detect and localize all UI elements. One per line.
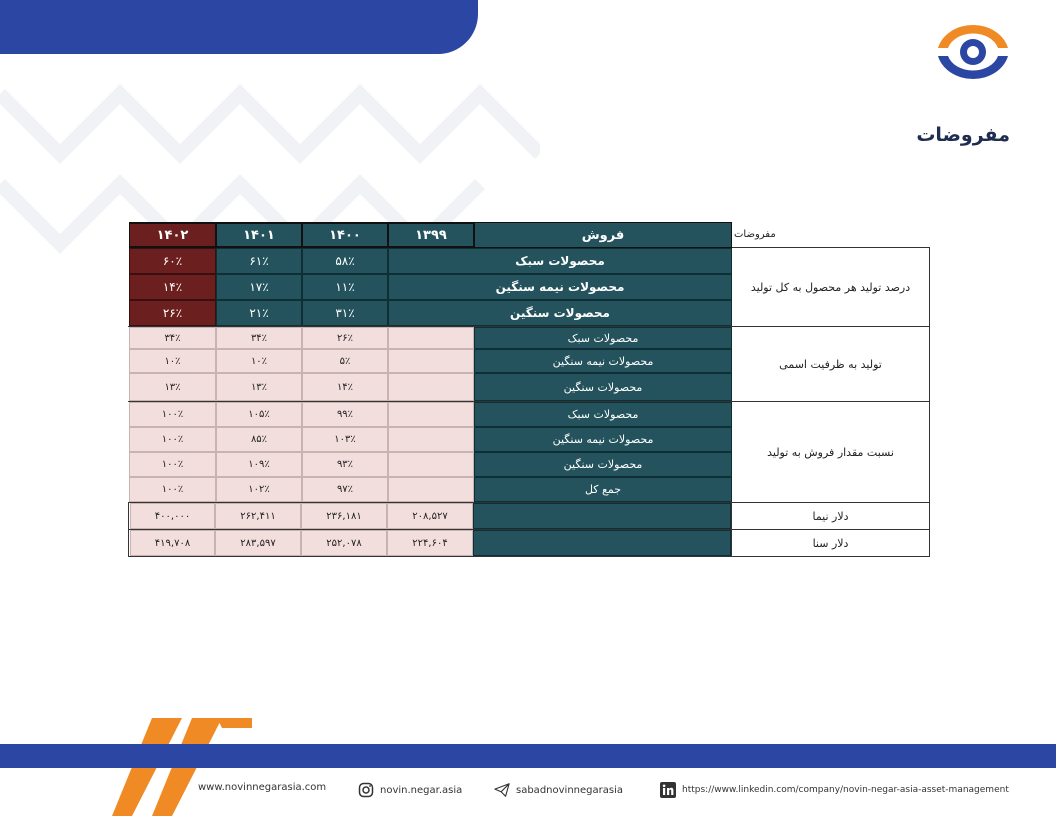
table-row — [128, 477, 732, 502]
cell-1400: ۲۳۶,۱۸۱ — [301, 503, 387, 529]
row-name: جمع کل — [474, 477, 732, 502]
row-name: محصولات نیمه سنگین — [474, 349, 732, 373]
instagram-icon — [358, 782, 374, 798]
table-row-nima-dollar — [128, 503, 930, 530]
corner-label: مفروضات — [732, 222, 930, 248]
row-name-empty — [473, 503, 731, 529]
company-logo — [928, 14, 1018, 90]
assumptions-table — [128, 222, 930, 557]
cell-1402: ۴۰۰,۰۰۰ — [130, 503, 215, 529]
cell-1402: ۴۱۹,۷۰۸ — [130, 530, 215, 556]
cell-1399 — [388, 452, 474, 477]
telegram-icon — [494, 782, 510, 798]
cell-1402: ۲۶٪ — [129, 300, 216, 326]
table-row — [128, 427, 732, 452]
row-name: محصولات سنگین — [474, 452, 732, 477]
table-row — [128, 349, 732, 373]
group-production-share — [128, 248, 930, 327]
group-label: نسبت مقدار فروش به تولید — [732, 402, 930, 502]
cell-1402: ۱۴٪ — [129, 274, 216, 300]
cell-1401: ۲۱٪ — [216, 300, 302, 326]
row-name: محصولات سنگین — [388, 300, 732, 326]
cell-1399: ۲۰۸,۵۲۷ — [387, 503, 473, 529]
cell-1402: ۳۴٪ — [129, 327, 216, 349]
table-row — [128, 274, 732, 300]
table-row — [128, 452, 732, 477]
instagram-handle[interactable]: novin.negar.asia — [380, 784, 463, 796]
table-row — [128, 300, 732, 326]
cell-1400: ۱۴٪ — [302, 373, 388, 401]
linkedin-url[interactable]: https://www.linkedin.com/company/novin-negar-asia-asset-management — [682, 785, 1009, 795]
cell-1402: ۱۰۰٪ — [129, 452, 216, 477]
group-capacity-utilization — [128, 327, 930, 402]
table-header-row — [128, 222, 930, 248]
cell-1399 — [388, 327, 474, 349]
header-sales: فروش — [474, 222, 732, 248]
table-row — [128, 373, 732, 401]
cell-1400: ۹۹٪ — [302, 402, 388, 427]
header-year-1399: ۱۳۹۹ — [388, 222, 474, 248]
cell-1399 — [388, 349, 474, 373]
cell-1399 — [388, 373, 474, 401]
linkedin-icon — [660, 782, 676, 798]
group-sales-to-production — [128, 402, 930, 503]
cell-1402: ۱۰۰٪ — [129, 477, 216, 502]
row-name: محصولات سبک — [388, 248, 732, 274]
header-year-1400: ۱۴۰۰ — [302, 222, 388, 248]
header-year-1402: ۱۴۰۲ — [129, 222, 216, 248]
group-label: تولید به ظرفیت اسمی — [732, 327, 930, 401]
row-label: دلار نیما — [731, 503, 929, 529]
cell-1401: ۱۰٪ — [216, 349, 302, 373]
cell-1399: ۲۲۴,۶۰۴ — [387, 530, 473, 556]
cell-1401: ۲۸۳,۵۹۷ — [215, 530, 301, 556]
cell-1401: ۱۷٪ — [216, 274, 302, 300]
cell-1400: ۹۷٪ — [302, 477, 388, 502]
cell-1400: ۳۱٪ — [302, 300, 388, 326]
website-link[interactable]: www.novinnegarasia.com — [198, 782, 327, 793]
cell-1400: ۹۳٪ — [302, 452, 388, 477]
row-name: محصولات نیمه سنگین — [474, 427, 732, 452]
table-row-sana-dollar — [128, 530, 930, 557]
row-name-empty — [473, 530, 731, 556]
row-label: دلار سنا — [731, 530, 929, 556]
footer-linkedin[interactable] — [660, 782, 1009, 798]
cell-1402: ۱۳٪ — [129, 373, 216, 401]
footer-website[interactable] — [198, 782, 326, 793]
cell-1401: ۱۳٪ — [216, 373, 302, 401]
cell-1402: ۱۰۰٪ — [129, 402, 216, 427]
cell-1400: ۱۱٪ — [302, 274, 388, 300]
telegram-handle[interactable]: sabadnovinnegarasia — [516, 784, 623, 796]
row-name: محصولات سبک — [474, 402, 732, 427]
cell-1399 — [388, 427, 474, 452]
cell-1402: ۱۰۰٪ — [129, 427, 216, 452]
cell-1401: ۱۰۲٪ — [216, 477, 302, 502]
footer-bar — [0, 744, 1056, 768]
cell-1399 — [388, 402, 474, 427]
table-row — [128, 327, 732, 349]
cell-1401: ۱۰۹٪ — [216, 452, 302, 477]
top-banner — [0, 0, 478, 54]
table-row — [128, 248, 732, 274]
row-name: محصولات نیمه سنگین — [388, 274, 732, 300]
footer-telegram[interactable] — [494, 782, 623, 798]
cell-1400: ۱۰۳٪ — [302, 427, 388, 452]
cell-1401: ۲۶۲,۴۱۱ — [215, 503, 301, 529]
row-name: محصولات سبک — [474, 327, 732, 349]
cell-1402: ۱۰٪ — [129, 349, 216, 373]
page-title: مفروضات — [916, 124, 1010, 146]
cell-1401: ۳۴٪ — [216, 327, 302, 349]
cell-1401: ۱۰۵٪ — [216, 402, 302, 427]
cell-1399 — [388, 477, 474, 502]
cell-1402: ۶۰٪ — [129, 248, 216, 274]
cell-1400: ۲۵۲,۰۷۸ — [301, 530, 387, 556]
row-name: محصولات سنگین — [474, 373, 732, 401]
footer-instagram[interactable] — [358, 782, 462, 798]
header-year-1401: ۱۴۰۱ — [216, 222, 302, 248]
cell-1401: ۶۱٪ — [216, 248, 302, 274]
table-row — [128, 402, 732, 427]
cell-1401: ۸۵٪ — [216, 427, 302, 452]
cell-1400: ۵۸٪ — [302, 248, 388, 274]
cell-1400: ۲۶٪ — [302, 327, 388, 349]
group-label: درصد تولید هر محصول به کل تولید — [732, 248, 930, 326]
cell-1400: ۵٪ — [302, 349, 388, 373]
